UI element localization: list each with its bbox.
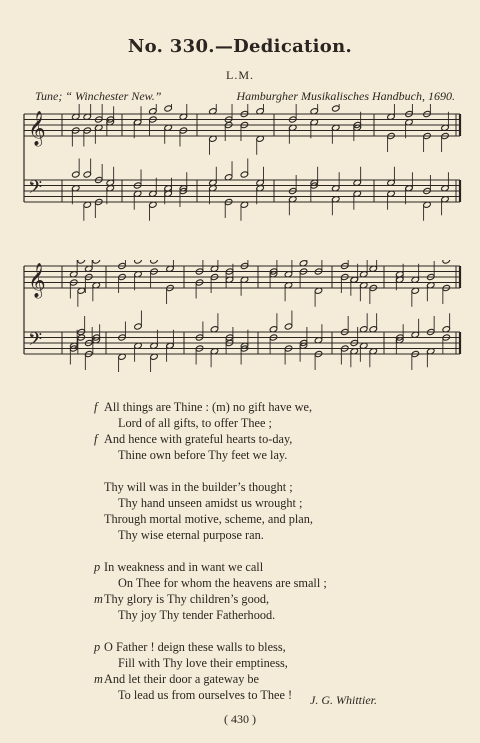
hymn-text xyxy=(94,399,394,719)
verse-line xyxy=(104,479,394,495)
verse-text: Thy glory is Thy children’s good, xyxy=(104,592,270,606)
treble-clef-icon: 𝄞 xyxy=(28,263,46,298)
verse-text: In weakness and in want we call xyxy=(104,560,264,574)
verse-text: And let their door a gateway be xyxy=(104,672,260,686)
verse-text: Thine own before Thy feet we lay. xyxy=(118,448,288,462)
verse-line xyxy=(104,575,394,591)
stanza xyxy=(94,399,394,463)
verse-line xyxy=(104,655,394,671)
tune-line xyxy=(35,89,455,104)
tune-source: Hamburgher Musikalisches Handbuch, 1690. xyxy=(236,89,455,103)
bass-clef-icon: 𝄢 xyxy=(28,329,43,355)
dynamic-marking: p xyxy=(94,560,101,574)
dynamic-marking: m xyxy=(94,672,103,686)
verse-line xyxy=(94,591,394,607)
verse-text: Fill with Thy love their emptiness, xyxy=(118,656,288,670)
verse-text: Thy joy Thy tender Fatherhood. xyxy=(118,608,276,622)
dynamic-marking: p xyxy=(94,640,101,654)
verse-text: And hence with grateful hearts to-day, xyxy=(104,432,293,446)
music-system-1 xyxy=(22,104,464,222)
verse-line xyxy=(104,447,394,463)
verse-line xyxy=(104,527,394,543)
note-head xyxy=(134,260,142,264)
verse-line xyxy=(104,511,394,527)
verse-line xyxy=(104,495,394,511)
treble-clef-icon: 𝄞 xyxy=(28,111,46,146)
note-head xyxy=(150,260,158,264)
note-head xyxy=(92,260,100,264)
note-head xyxy=(77,260,85,264)
meter-label: L.M. xyxy=(226,68,254,82)
dynamic-marking: f xyxy=(94,400,98,414)
verse-line xyxy=(94,639,394,655)
verse-text: On Thee for whom the heavens are small ; xyxy=(118,576,327,590)
verse-text: O Father ! deign these walls to bless, xyxy=(104,640,286,654)
verse-line xyxy=(94,671,394,687)
tune-name: Tune; “ Winchester New.” xyxy=(35,89,162,103)
bass-clef-icon: 𝄢 xyxy=(28,177,43,203)
verse-text: To lead us from ourselves to Thee ! xyxy=(118,688,293,702)
dynamic-marking: f xyxy=(94,432,98,446)
note-head xyxy=(442,260,450,264)
dynamic-marking: m xyxy=(94,592,103,606)
verse-text: All things are Thine : (m) no gift have we, xyxy=(104,400,313,414)
music-notation xyxy=(22,104,464,222)
verse-line xyxy=(94,399,394,415)
stanza xyxy=(94,559,394,623)
verse-line xyxy=(94,559,394,575)
hymn-title: No. 330.—Dedication. xyxy=(127,36,353,57)
music-notation xyxy=(22,260,464,372)
stanza xyxy=(104,479,394,543)
verse-text: Thy hand unseen amidst us wrought ; xyxy=(118,496,303,510)
verse-text: Through mortal motive, scheme, and plan, xyxy=(104,512,313,526)
verse-line xyxy=(104,607,394,623)
music-system-2 xyxy=(22,260,464,372)
verse-text: Lord of all gifts, to offer Thee ; xyxy=(118,416,272,430)
page-number: ( 430 ) xyxy=(224,712,256,726)
verse-line xyxy=(94,431,394,447)
verse-text: Thy will was in the builder’s thought ; xyxy=(104,480,293,494)
verse-line xyxy=(104,415,394,431)
author: J. G. Whittier. xyxy=(310,693,377,707)
verse-text: Thy wise eternal purpose ran. xyxy=(118,528,264,542)
